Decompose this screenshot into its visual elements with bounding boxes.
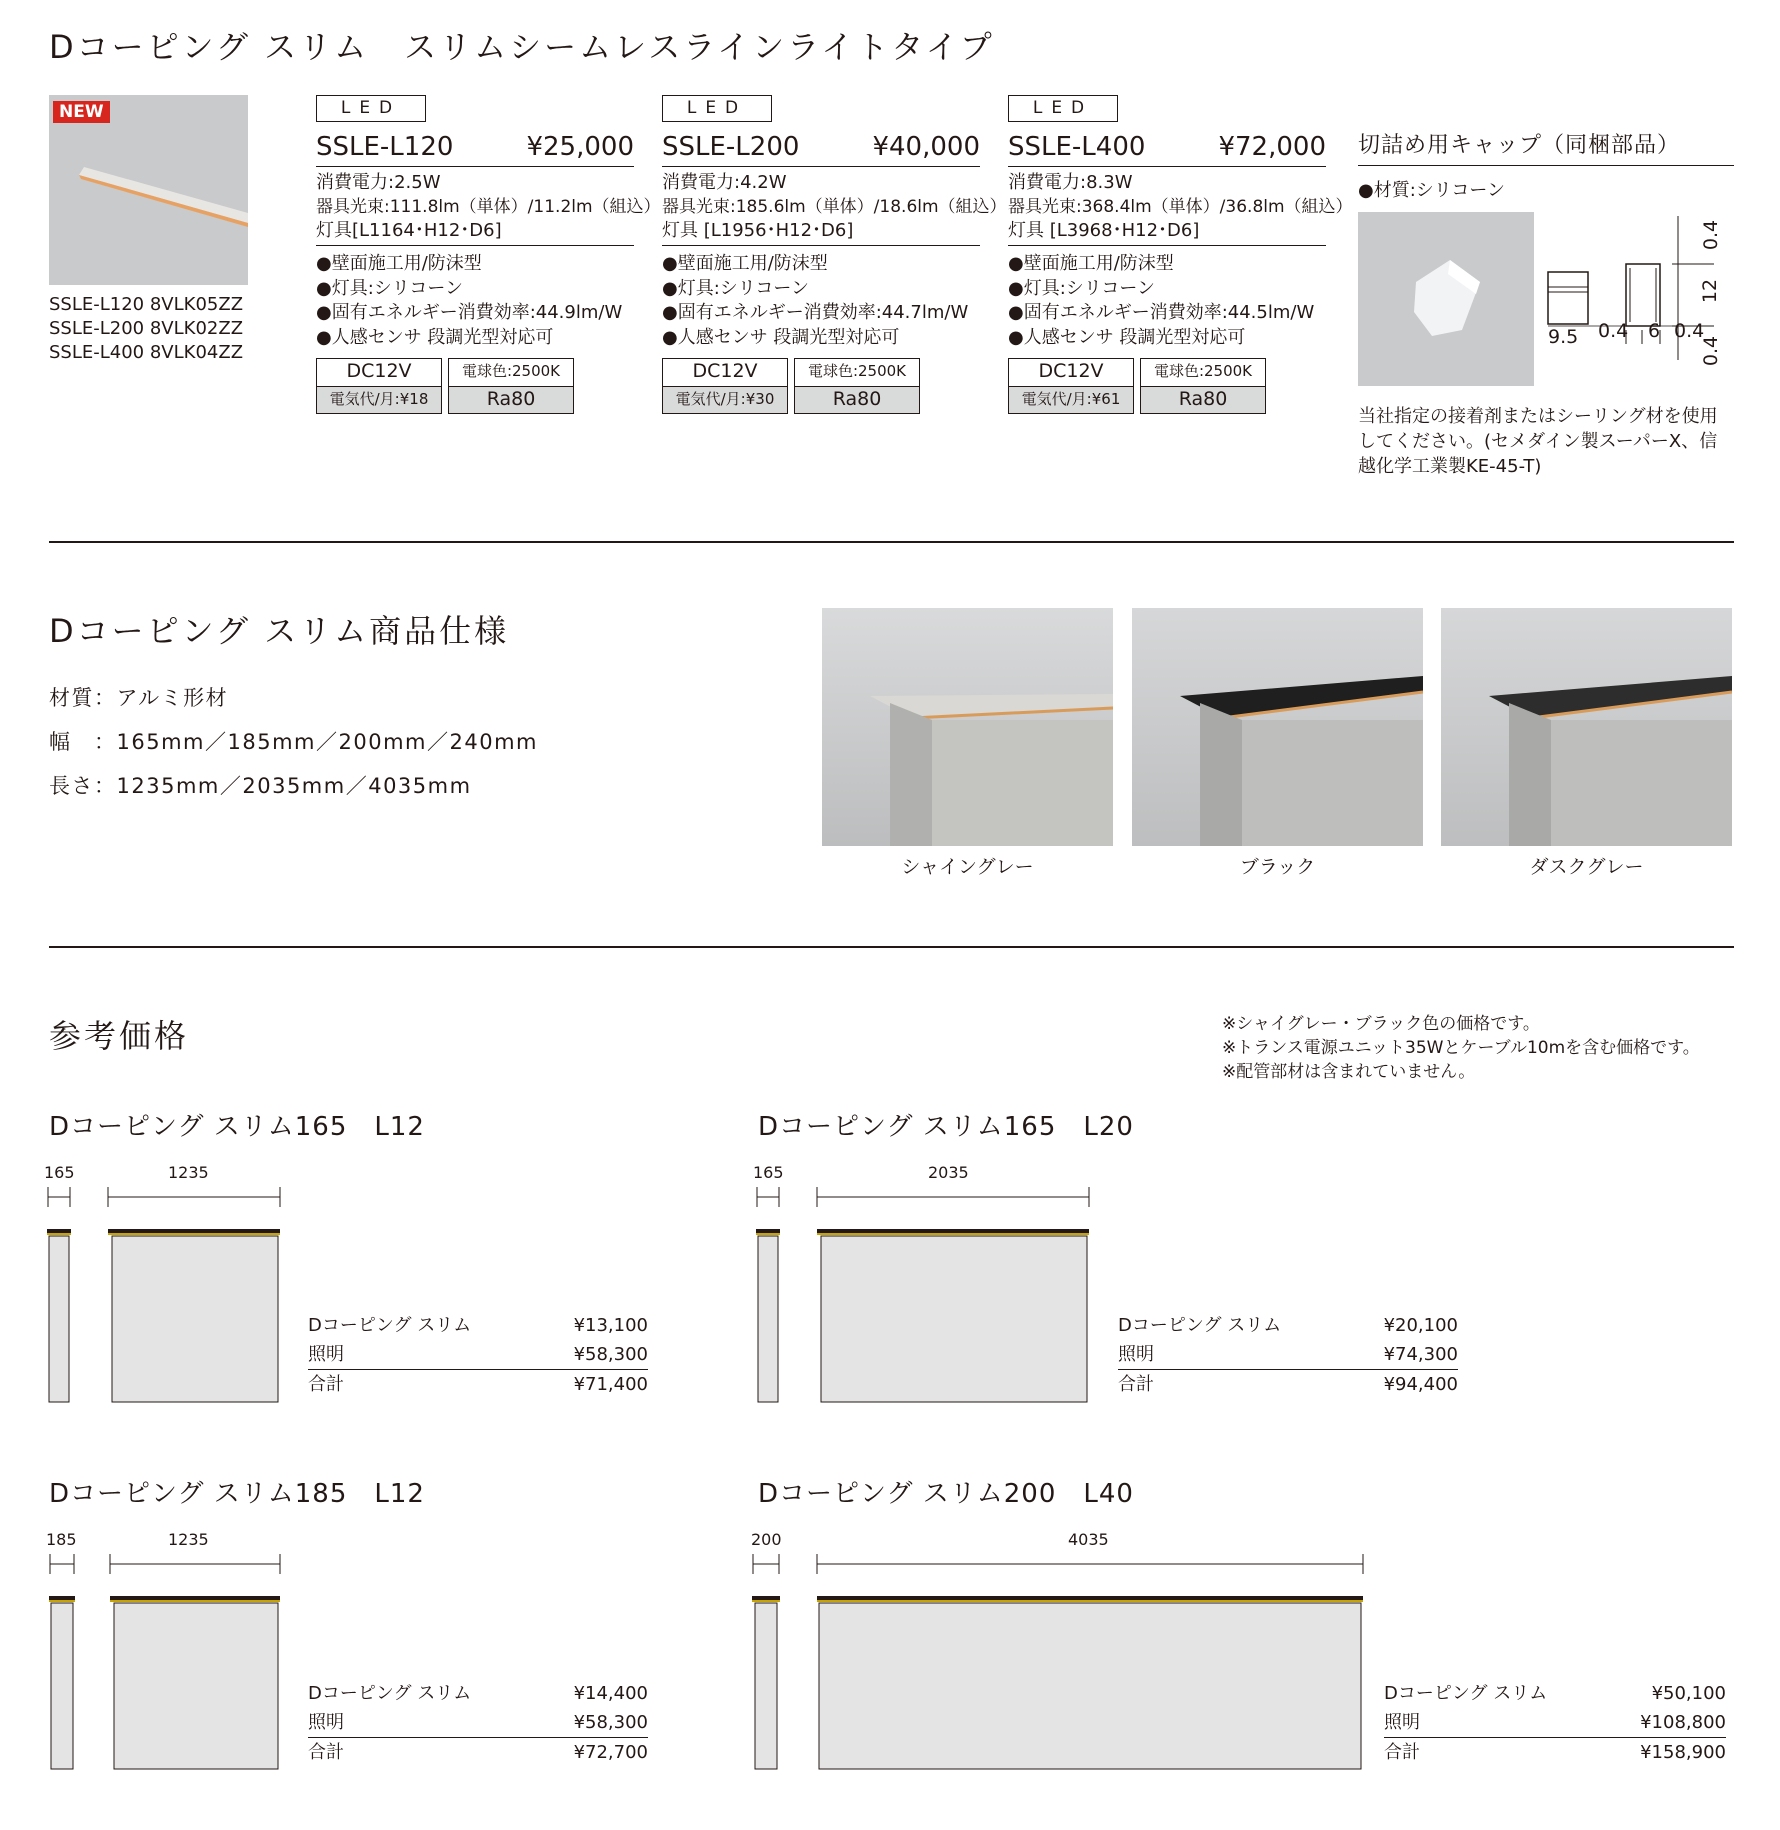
spec-title: Dコーピング スリム商品仕様 [49,612,510,650]
length-dim: 2035 [928,1163,969,1182]
price-item-title: Dコーピング スリム200 L40 [758,1479,1134,1509]
ra-value: Ra80 [449,386,573,413]
total-price: ¥71,400 [573,1374,648,1395]
led-label: LED [1008,95,1118,122]
price-label: Dコーピング スリム [1384,1683,1548,1704]
price-item-title: Dコーピング スリム185 L12 [49,1479,425,1509]
led-label: LED [662,95,772,122]
divider [49,946,1734,948]
length-dim: 1235 [168,1163,209,1182]
product-name: SSLE-L120 [316,132,454,162]
price-label: 合計 [308,1742,344,1763]
ra-value: Ra80 [795,386,919,413]
feature: ●固有エネルギー消費効率:44.5lm/W [1008,302,1315,323]
lumen: 器具光束:111.8lm（単体）/11.2lm（組込） [316,197,661,217]
feature: ●壁面施工用/防沫型 [316,253,482,274]
coping-drawing [44,1552,284,1772]
width-dim: 165 [44,1163,75,1182]
note: ※配管部材は含まれていません。 [1222,1062,1476,1082]
light-price: ¥58,300 [573,1712,648,1733]
light-price: ¥108,800 [1640,1712,1726,1733]
length-dim: 1235 [168,1530,209,1549]
product-ssle-l120 [316,95,661,414]
ra-value: Ra80 [1141,386,1265,413]
price-label: 合計 [308,1374,344,1395]
voltage: DC12V [692,360,758,382]
price-table [1384,1679,1726,1766]
voltage: DC12V [1038,360,1104,382]
cap-photo [1358,212,1534,386]
price-label: 合計 [1118,1374,1154,1395]
price-label: 照明 [308,1712,344,1733]
electric-cost: 電気代/月:¥61 [1009,386,1133,413]
product-photo [49,95,248,285]
cap-dim-height: 12 [1699,278,1722,304]
cap-dim-bottom: 0.4 [1700,335,1723,367]
cap-note: 当社指定の接着剤またはシーリング材を使用してください。(セメダイン製スーパーX、信越化学工業製KE-45-T) [1358,406,1718,477]
coping-drawing [44,1185,284,1405]
feature: ●人感センサ 段調光型対応可 [1008,326,1246,348]
feature: ●人感センサ 段調光型対応可 [662,326,900,348]
feature: ●灯具:シリコーン [316,277,464,299]
new-badge: NEW [53,101,110,123]
length-dim: 4035 [1068,1530,1109,1549]
price-table [308,1311,648,1398]
model-code: SSLE-L200 8VLK02ZZ [49,318,244,339]
lumen: 器具光束:368.4lm（単体）/36.8lm（組込） [1008,197,1353,217]
model-code: SSLE-L400 8VLK04ZZ [49,342,244,363]
power: 消費電力:4.2W [662,172,787,193]
lumen: 器具光束:185.6lm（単体）/18.6lm（組込） [662,197,1007,217]
fixture: 灯具 [L1956･H12･D6] [662,220,854,241]
product-ssle-l200 [662,95,1007,414]
light-color: 電球色:2500K [1153,362,1253,380]
feature: ●灯具:シリコーン [1008,277,1156,299]
width-dim: 185 [46,1530,77,1549]
color-label: シャイングレー [901,856,1034,878]
coping-price: ¥50,100 [1651,1683,1726,1704]
voltage: DC12V [346,360,412,382]
cap-dim-c: 0.4 [1674,320,1705,342]
model-list [49,293,243,365]
product-ssle-l400 [1008,95,1353,414]
price-label: Dコーピング スリム [1118,1315,1282,1336]
price-notes [1222,1012,1700,1084]
feature: ●壁面施工用/防沫型 [662,253,828,274]
price-label: 合計 [1384,1742,1420,1763]
power: 消費電力:8.3W [1008,172,1133,193]
led-label: LED [316,95,426,122]
spec-width: 幅 ：165mm／185mm／200mm／240mm [49,730,538,754]
price-table [308,1679,648,1766]
note: ※トランス電源ユニット35Wとケーブル10mを含む価格です。 [1222,1038,1700,1058]
fixture: 灯具[L1164･H12･D6] [316,220,502,241]
coping-price: ¥14,400 [573,1683,648,1704]
electric-cost: 電気代/月:¥30 [663,386,787,413]
cap-dim-top: 0.4 [1700,219,1723,251]
width-dim: 200 [751,1530,782,1549]
price-label: Dコーピング スリム [308,1315,472,1336]
light-price: ¥74,300 [1383,1344,1458,1365]
model-code: SSLE-L120 8VLK05ZZ [49,294,244,315]
fixture: 灯具 [L3968･H12･D6] [1008,220,1200,241]
spec-list [49,676,538,808]
price-label: 照明 [308,1344,344,1365]
spec-material: 材質：アルミ形材 [49,686,229,710]
product-price: ¥72,000 [1218,132,1326,162]
coping-price: ¥13,100 [573,1315,648,1336]
product-price: ¥25,000 [526,132,634,162]
divider [49,541,1734,543]
color-label: ブラック [1239,856,1316,878]
cap-material: ●材質:シリコーン [1358,180,1506,201]
coping-drawing [751,1552,1371,1772]
note: ※シャイグレー・ブラック色の価格です。 [1222,1014,1540,1034]
price-label: 照明 [1384,1712,1420,1733]
price-item-title: Dコーピング スリム165 L20 [758,1112,1134,1142]
feature: ●灯具:シリコーン [662,277,810,299]
feature: ●固有エネルギー消費効率:44.9lm/W [316,302,623,323]
feature: ●壁面施工用/防沫型 [1008,253,1174,274]
color-photo-black [1132,608,1423,846]
price-label: Dコーピング スリム [308,1683,472,1704]
cap-section [1358,128,1734,477]
color-label: ダスクグレー [1529,856,1644,878]
electric-cost: 電気代/月:¥18 [317,386,441,413]
light-bar-image [49,95,248,285]
feature: ●固有エネルギー消費効率:44.7lm/W [662,302,969,323]
light-color: 電球色:2500K [461,362,561,380]
price-title: 参考価格 [49,1017,190,1055]
cap-dim-b: 6 [1648,320,1661,342]
page-title: Dコーピング スリム スリムシームレスラインライトタイプ [49,28,995,66]
price-label: 照明 [1118,1344,1154,1365]
product-price: ¥40,000 [872,132,980,162]
coping-drawing [753,1185,1093,1405]
total-price: ¥158,900 [1640,1742,1726,1763]
total-price: ¥72,700 [573,1742,648,1763]
feature: ●人感センサ 段調光型対応可 [316,326,554,348]
width-dim: 165 [753,1163,784,1182]
price-table [1118,1311,1458,1398]
product-name: SSLE-L400 [1008,132,1146,162]
spec-length: 長さ：1235mm／2035mm／4035mm [49,774,472,798]
color-photo-shine-gray [822,608,1113,846]
light-color: 電球色:2500K [807,362,907,380]
cap-image [1358,212,1534,386]
power: 消費電力:2.5W [316,172,441,193]
light-price: ¥58,300 [573,1344,648,1365]
coping-price: ¥20,100 [1383,1315,1458,1336]
cap-title: 切詰め用キャップ（同梱部品） [1358,128,1734,166]
total-price: ¥94,400 [1383,1374,1458,1395]
product-name: SSLE-L200 [662,132,800,162]
cap-dim-width: 9.5 [1548,326,1579,348]
price-item-title: Dコーピング スリム165 L12 [49,1112,425,1142]
color-photo-dusk-gray [1441,608,1732,846]
cap-dim-a: 0.4 [1598,320,1629,342]
